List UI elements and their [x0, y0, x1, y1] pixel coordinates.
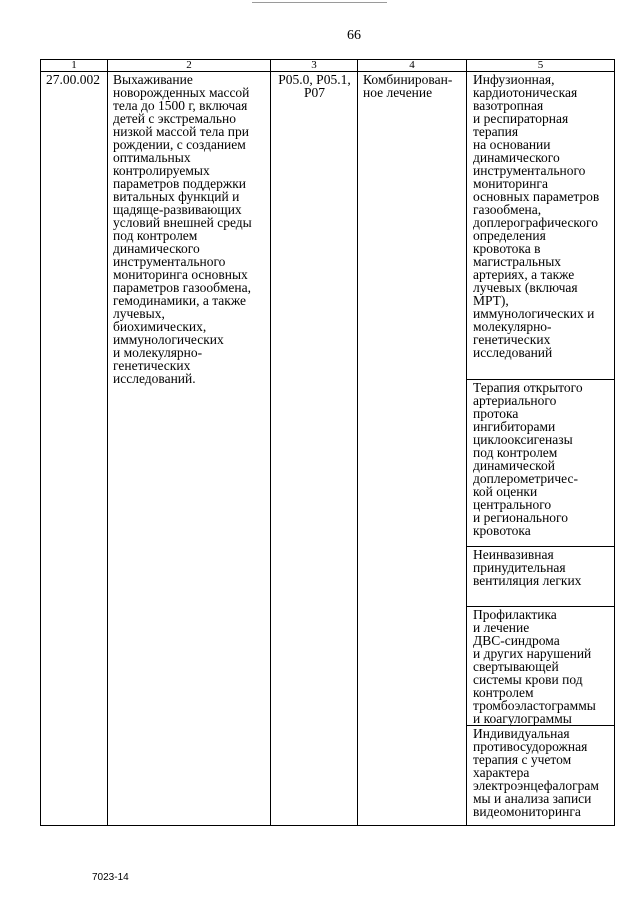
code-cell	[41, 72, 108, 826]
procedure-description: Выхаживание новорожденных массой тела до 1500 г, включая детей с экстремально низкой массой тела при рождении, с созданием оптимальных контролируемых параметров поддержки витальных функций и щадяще-развивающих условий внешней среды под контролем динамического инструментального мониторинга основных параметров газообмена, гемодинамики, а также лучевых, биохимических, иммунологических и молекулярно- генетических исследований.	[113, 72, 252, 386]
document-code: 7023-14	[92, 872, 129, 883]
method-cell	[467, 380, 615, 547]
treatment-type-cell	[358, 72, 467, 826]
column-header-4: 4	[358, 60, 467, 72]
column-header-3: 3	[271, 60, 358, 72]
procedure-code: 27.00.002	[46, 72, 100, 87]
treatment-type: Комбинирован- ное лечение	[363, 72, 453, 100]
column-header-5: 5	[467, 60, 615, 72]
method-cell	[467, 547, 615, 607]
column-header-1: 1	[41, 60, 108, 72]
method-dic-prevention: Профилактика и лечение ДВС-синдрома и других нарушений свертывающей системы крови под контролем тромбоэластограммы и коагулограммы	[473, 607, 596, 726]
column-header-2: 2	[108, 60, 271, 72]
method-anticonvulsant-therapy: Индивидуальная противосудорожная терапия с учетом характера электроэнцефалограм мы и анализа записи видеомониторинга	[473, 726, 599, 819]
method-cell	[467, 607, 615, 726]
method-ductus-therapy: Терапия открытого артериального протока ингибиторами циклооксигеназы под контролем динамической доплерометричес- кой оценки центрального и регионального кровотока	[473, 380, 583, 538]
table-header-row	[41, 60, 615, 72]
treatment-table	[40, 59, 615, 826]
method-infusion-therapy: Инфузионная, кардиотоническая вазотропная и респираторная терапия на основании динамического инструментального мониторинга основных параметров газообмена, доплерографического определения кровотока в магистральных артериях, а также лучевых (включая МРТ), иммунологических и молекулярно- генетических исследований	[473, 72, 600, 360]
icd-cell	[271, 72, 358, 826]
description-cell	[108, 72, 271, 826]
table-row	[41, 72, 615, 380]
icd-codes: P05.0, P05.1, P07	[278, 72, 351, 100]
method-cell	[467, 72, 615, 380]
method-cell	[467, 726, 615, 826]
method-noninvasive-ventilation: Неинвазивная принудительная вентиляция легких	[473, 547, 582, 588]
top-rule	[252, 2, 387, 3]
page-number: 66	[347, 28, 361, 43]
